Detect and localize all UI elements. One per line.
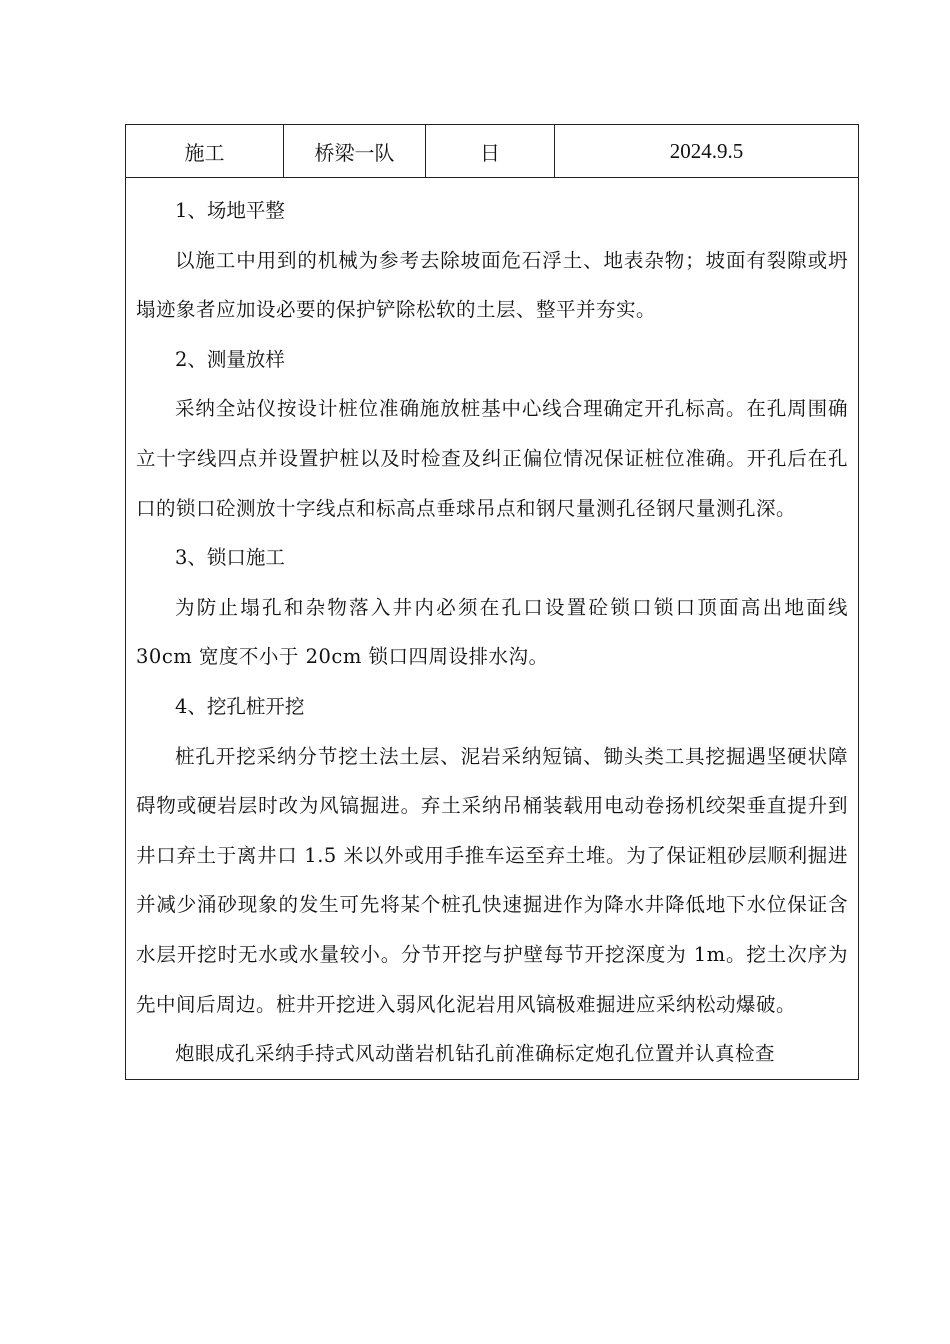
construction-record-table bbox=[125, 124, 859, 1080]
section-heading-excavation: 4、挖孔桩开挖 bbox=[175, 694, 305, 718]
table-header-row bbox=[126, 125, 858, 178]
section-heading-survey: 2、测量放样 bbox=[175, 347, 285, 371]
section-heading-site-leveling: 1、场地平整 bbox=[175, 199, 285, 222]
paragraph-site-leveling: 以施工中用到的机械为参考去除坡面危石浮土、地表杂物；坡面有裂隙或坍塌迹象者应加设必要的保护铲除松软的土层、整平并夯实。 bbox=[136, 248, 848, 322]
paragraph-excavation: 桩孔开挖采纳分节挖土法土层、泥岩采纳短镐、锄头类工具挖掘遇坚硬状障碍物或硬岩层时改为风镐掘进。弃土采纳吊桶装载用电动卷扬机绞架垂直提升到井口弃土于离井口 1.5 米以外或用手推车运至弃土堆。为了保证粗砂层顺利掘进并减少涌砂现象的发生可先将某个桩孔快速掘进作为降水井降低地下水位保证含水层开挖时无水或水量较小。分节开挖与护壁每节开挖深度为 1m。挖土次序为先中间后周边。桩井开挖进入弱风化泥岩用风镐极难掘进应采纳松动爆破。 bbox=[136, 744, 848, 1016]
header-date-value: 2024.9.5 bbox=[669, 138, 744, 163]
paragraph-blasting: 炮眼成孔采纳手持式风动凿岩机钻孔前准确标定炮孔位置并认真检查 bbox=[175, 1042, 776, 1066]
paragraph-survey: 采纳全站仪按设计桩位准确施放桩基中心线合理确定开孔标高。在孔周围确立十字线四点并设置护桩以及时检查及纠正偏位情况保证桩位准确。开孔后在孔口的锁口砼测放十字线点和标高点垂球吊点和钢尺量测孔径钢尺量测孔深。 bbox=[136, 397, 848, 520]
header-label-date: 日 bbox=[426, 125, 555, 177]
section-heading-lock-collar: 3、锁口施工 bbox=[175, 546, 285, 570]
table-body-cell bbox=[126, 178, 858, 1079]
paragraph-lock-collar: 为防止塌孔和杂物落入井内必须在孔口设置砼锁口锁口顶面高出地面线 30cm 宽度不小于 20cm 锁口四周设排水沟。 bbox=[136, 595, 848, 669]
header-label-construction: 施工 bbox=[126, 125, 284, 177]
header-team-name: 桥梁一队 bbox=[284, 125, 426, 177]
